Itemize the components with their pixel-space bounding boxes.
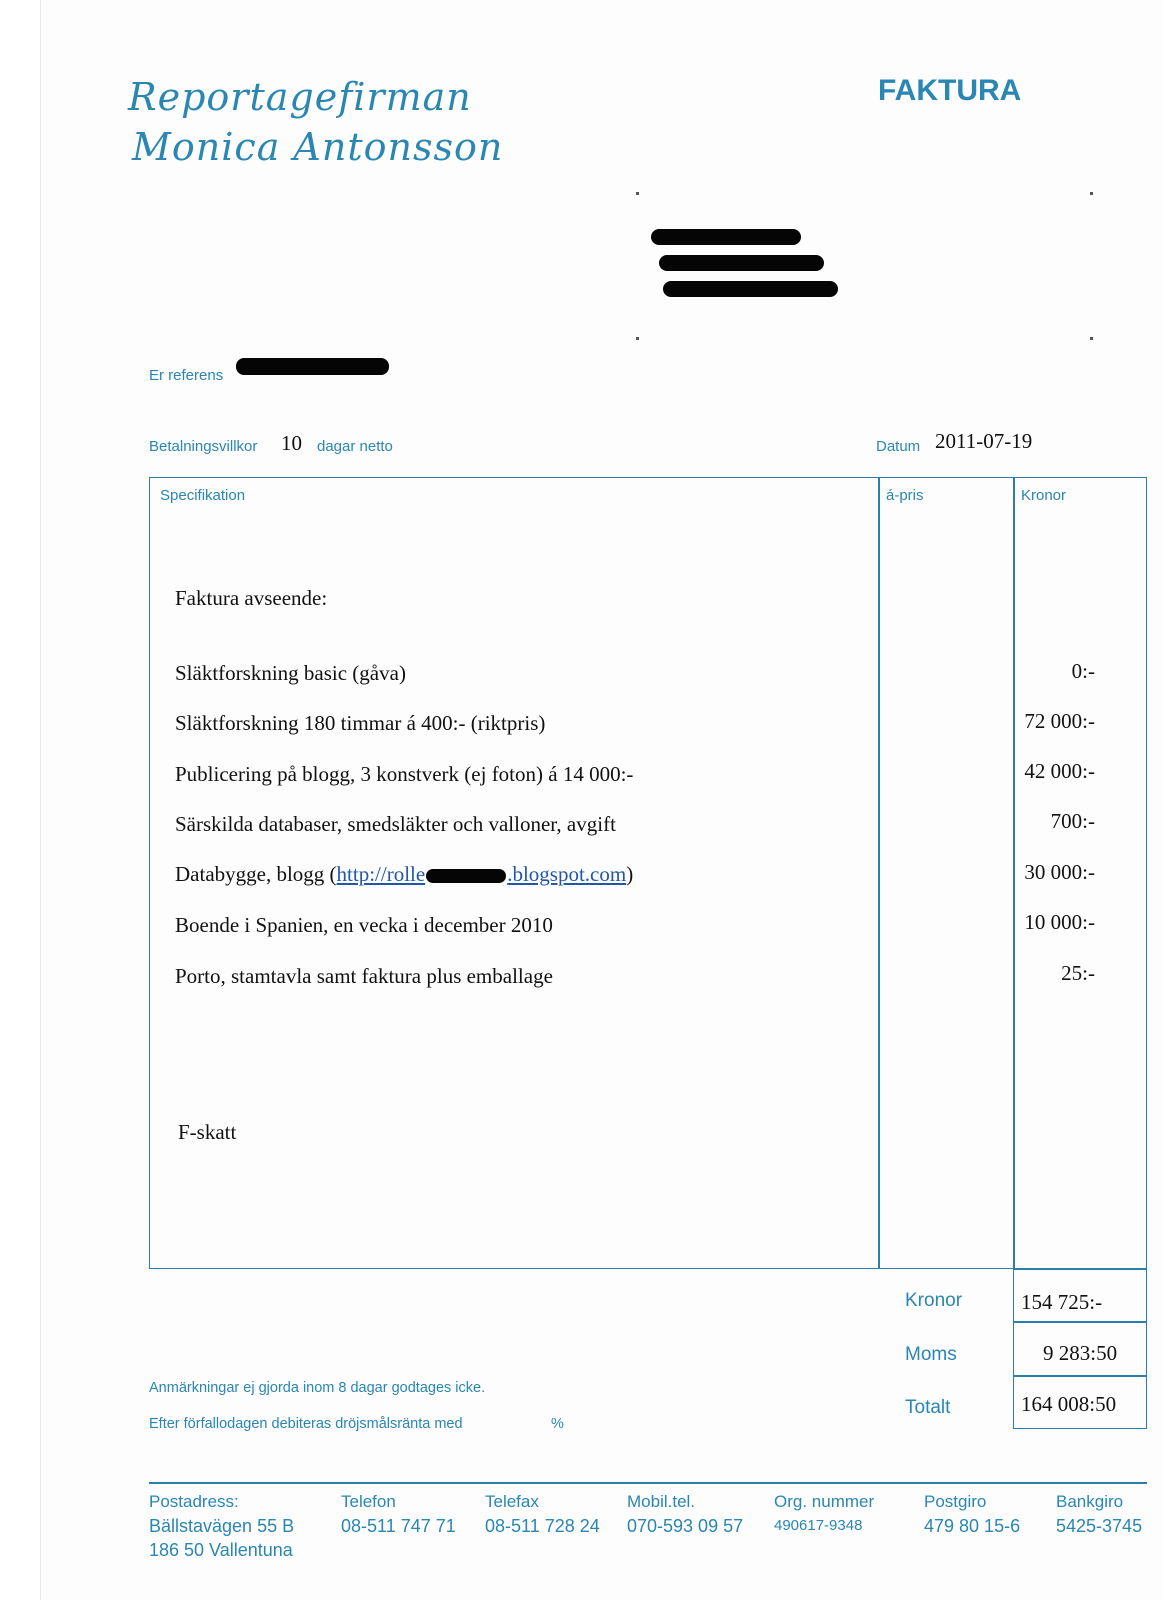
column-header-amount: Kronor: [1021, 487, 1067, 504]
footer-divider: [149, 1482, 1147, 1484]
address-corner-mark: [636, 192, 639, 195]
page-left-edge: [0, 0, 41, 1600]
footer-fax: [485, 1490, 600, 1538]
vat-label: Moms: [905, 1344, 957, 1365]
redacted-blog-name: [426, 869, 506, 883]
postgiro-label: Postgiro: [924, 1492, 987, 1511]
bankgiro-label: Bankgiro: [1056, 1492, 1124, 1511]
postgiro-value: 479 80 15-6: [924, 1516, 1021, 1536]
invoice-intro: Faktura avseende:: [175, 586, 328, 610]
line-item-amount: 30 000:-: [1024, 860, 1095, 884]
column-header-unit-price: á-pris: [886, 487, 924, 504]
total-label: Totalt: [905, 1397, 951, 1418]
fax-label: Telefax: [485, 1492, 539, 1511]
company-name-line1: Reportagefirman: [128, 75, 472, 119]
line-item-amount: 700:-: [1050, 809, 1095, 833]
subtotal-label: Kronor: [905, 1290, 963, 1311]
interest-note: Efter förfallodagen debiteras dröjsmålsränta med: [149, 1416, 463, 1432]
line-item-amount: 42 000:-: [1024, 759, 1095, 783]
payment-terms-label: Betalningsvillkor: [149, 438, 258, 455]
org-number-label: Org. nummer: [774, 1492, 875, 1511]
postal-address-label: Postadress:: [149, 1492, 239, 1511]
footer-phone: [341, 1490, 456, 1538]
remarks-note: Anmärkningar ej gjorda inom 8 dagar godtages icke.: [149, 1380, 486, 1396]
company-logo: [128, 72, 503, 172]
totals-divider: [1013, 1321, 1147, 1323]
line-item-text-end: ): [626, 862, 634, 886]
payment-terms-suffix: dagar netto: [317, 438, 393, 455]
mobile-label: Mobil.tel.: [627, 1492, 696, 1511]
redacted-recipient-city: [663, 281, 838, 297]
line-item-description: Släktforskning 180 timmar á 400:- (riktpris): [175, 711, 546, 735]
line-item-amount: 72 000:-: [1024, 709, 1095, 733]
line-item-description: Släktforskning basic (gåva): [175, 661, 406, 685]
phone-label: Telefon: [341, 1492, 396, 1511]
footer-postal-address: [149, 1490, 294, 1562]
invoice-date: 2011-07-19: [935, 429, 1033, 453]
tax-note: F-skatt: [178, 1120, 237, 1144]
payment-terms-days: 10: [281, 431, 302, 455]
footer-bankgiro: [1056, 1490, 1142, 1538]
org-number-value: 490617-9348: [774, 1517, 863, 1534]
vat-value: 9 283:50: [1043, 1341, 1118, 1365]
redacted-reference-value: [236, 358, 389, 375]
document-title: FAKTURA: [878, 74, 1022, 107]
line-item-description: Särskilda databaser, smedsläkter och valloner, avgift: [175, 812, 616, 836]
phone-value: 08-511 747 71: [341, 1516, 456, 1536]
column-header-specification: Specifikation: [160, 487, 246, 504]
postal-address-city: 186 50 Vallentuna: [149, 1540, 293, 1560]
interest-percent: %: [551, 1416, 564, 1432]
totals-divider: [1013, 1375, 1147, 1377]
address-corner-mark: [1090, 192, 1093, 195]
redacted-recipient-name: [651, 229, 801, 245]
line-item-description: Porto, stamtavla samt faktura plus emballage: [175, 964, 553, 988]
line-item-description: Boende i Spanien, en vecka i december 2010: [175, 913, 553, 937]
line-item-amount: 10 000:-: [1024, 910, 1095, 934]
blog-link-start: http://rolle: [336, 862, 426, 886]
bankgiro-value: 5425-3745: [1056, 1516, 1143, 1536]
line-item-description: [175, 862, 633, 887]
line-item-description: Publicering på blogg, 3 konstverk (ej foton) á 14 000:-: [175, 762, 634, 786]
address-corner-mark: [636, 337, 639, 340]
subtotal-value: 154 725:-: [1021, 1290, 1103, 1314]
blog-link-end: .blogspot.com: [507, 862, 627, 886]
line-item-amount: 0:-: [1071, 659, 1095, 683]
total-value: 164 008:50: [1021, 1392, 1117, 1416]
table-divider-unit-price: [878, 477, 880, 1269]
redacted-recipient-street: [659, 255, 824, 271]
address-corner-mark: [1090, 337, 1093, 340]
reference-label: Er referens: [149, 367, 224, 384]
line-item-amount: 25:-: [1061, 961, 1095, 985]
fax-value: 08-511 728 24: [485, 1516, 600, 1536]
blog-link[interactable]: [337, 862, 627, 886]
company-name-line2: Monica Antonsson: [132, 125, 504, 169]
date-label: Datum: [876, 438, 921, 455]
footer-postgiro: [924, 1490, 1020, 1538]
footer-mobile: [627, 1490, 743, 1538]
table-divider-amount: [1013, 477, 1015, 1269]
footer-org-number: [774, 1490, 874, 1538]
line-item-text: Databygge, blogg (: [175, 862, 337, 886]
postal-address-street: Bällstavägen 55 B: [149, 1516, 295, 1536]
mobile-value: 070-593 09 57: [627, 1516, 744, 1536]
